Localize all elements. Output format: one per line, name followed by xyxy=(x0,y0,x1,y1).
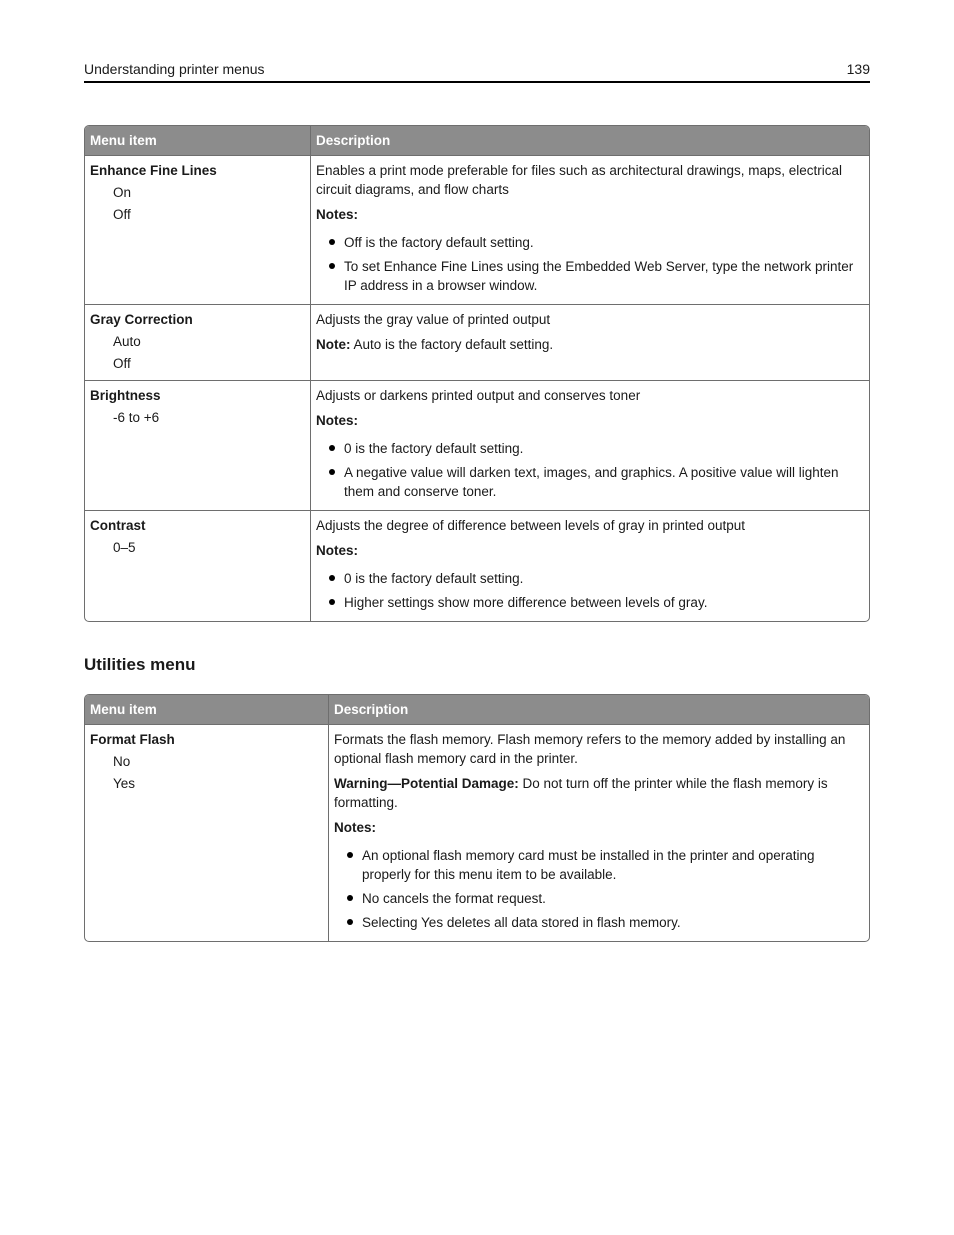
menu-item-option: Off xyxy=(113,207,131,222)
note-text: No cancels the format request. xyxy=(362,891,546,906)
note-text: Auto is the factory default setting. xyxy=(350,337,554,352)
note-text: 0 is the factory default setting. xyxy=(344,571,524,586)
list-item xyxy=(316,439,865,458)
bullet-icon xyxy=(329,263,335,269)
list-item xyxy=(334,889,865,908)
section-heading: Utilities menu xyxy=(84,655,196,674)
list-item xyxy=(334,913,865,932)
menu-item-option: -6 to +6 xyxy=(113,410,160,425)
description-cell xyxy=(310,155,869,304)
list-item xyxy=(316,593,865,612)
utilities-menu-table xyxy=(84,694,870,942)
note-text: To set Enhance Fine Lines using the Embedded Web Server, type the network printer IP address in a browser window. xyxy=(344,259,854,293)
menu-item-cell xyxy=(85,510,310,621)
menu-item-column-header: Menu item xyxy=(85,695,328,724)
description-text: Formats the flash memory. Flash memory refers to the memory added by installing an optional flash memory card in the printer. xyxy=(334,732,846,766)
header-title: Understanding printer menus xyxy=(84,61,265,77)
description-cell xyxy=(310,304,869,380)
list-item xyxy=(316,463,865,501)
menu-item-name: Brightness xyxy=(90,388,161,403)
table-row xyxy=(85,724,869,941)
table-header-row xyxy=(85,695,869,724)
page-header xyxy=(84,60,870,83)
notes-label: Notes: xyxy=(316,543,359,558)
menu-item-name: Enhance Fine Lines xyxy=(90,163,217,178)
list-item xyxy=(316,233,865,252)
menu-item-option: Yes xyxy=(113,776,136,791)
menu-item-option: Off xyxy=(113,356,131,371)
description-cell xyxy=(328,724,869,941)
warning-label: Warning—Potential Damage: xyxy=(334,776,519,791)
bullet-icon xyxy=(329,239,335,245)
notes-list xyxy=(316,569,865,612)
bullet-icon xyxy=(347,852,353,858)
menu-item-option: 0–5 xyxy=(113,540,136,555)
bullet-icon xyxy=(329,445,335,451)
list-item xyxy=(334,846,865,884)
bullet-icon xyxy=(347,919,353,925)
notes-list xyxy=(316,233,865,295)
description-column-header: Description xyxy=(328,695,869,724)
print-quality-menu-table xyxy=(84,125,870,622)
menu-item-column-header: Menu item xyxy=(85,126,310,155)
warning-text: Do not turn off the printer while the flash memory is formatting. xyxy=(334,776,828,810)
menu-item-cell xyxy=(85,155,310,304)
note-text: An optional flash memory card must be installed in the printer and operating properly for this menu item to be available. xyxy=(362,848,815,882)
table-row xyxy=(85,155,869,304)
note-text: A negative value will darken text, images, and graphics. A positive value will lighten them and conserve toner. xyxy=(344,465,839,499)
description-text: Adjusts the degree of difference between levels of gray in printed output xyxy=(316,518,746,533)
notes-label: Notes: xyxy=(316,413,359,428)
menu-item-cell xyxy=(85,380,310,510)
notes-label: Notes: xyxy=(316,207,359,222)
menu-item-name: Contrast xyxy=(90,518,146,533)
notes-label: Notes: xyxy=(334,820,377,835)
menu-item-cell xyxy=(85,304,310,380)
note-text: Selecting Yes deletes all data stored in flash memory. xyxy=(362,915,681,930)
note-paragraph xyxy=(316,335,865,354)
note-text: 0 is the factory default setting. xyxy=(344,441,524,456)
menu-item-option: Auto xyxy=(113,334,141,349)
bullet-icon xyxy=(347,895,353,901)
description-text: Adjusts the gray value of printed output xyxy=(316,312,551,327)
menu-item-option: No xyxy=(113,754,131,769)
description-cell xyxy=(310,380,869,510)
description-text: Enables a print mode preferable for files such as architectural drawings, maps, electrical circuit diagrams, and flow charts xyxy=(316,163,842,197)
warning-paragraph xyxy=(334,774,865,812)
description-text: Adjusts or darkens printed output and conserves toner xyxy=(316,388,641,403)
table-header-row xyxy=(85,126,869,155)
notes-list xyxy=(316,439,865,501)
description-column-header: Description xyxy=(310,126,869,155)
note-text: Off is the factory default setting. xyxy=(344,235,534,250)
notes-list xyxy=(334,846,865,932)
page-number: 139 xyxy=(846,61,870,77)
description-cell xyxy=(310,510,869,621)
menu-item-cell xyxy=(85,724,328,941)
list-item xyxy=(316,257,865,295)
table-row xyxy=(85,380,869,510)
menu-item-name: Gray Correction xyxy=(90,312,193,327)
table-row xyxy=(85,510,869,621)
table-row xyxy=(85,304,869,380)
menu-item-option: On xyxy=(113,185,132,200)
bullet-icon xyxy=(329,575,335,581)
menu-item-name: Format Flash xyxy=(90,732,175,747)
note-text: Higher settings show more difference between levels of gray. xyxy=(344,595,708,610)
note-label: Note: xyxy=(316,337,351,352)
list-item xyxy=(316,569,865,588)
bullet-icon xyxy=(329,469,335,475)
bullet-icon xyxy=(329,599,335,605)
